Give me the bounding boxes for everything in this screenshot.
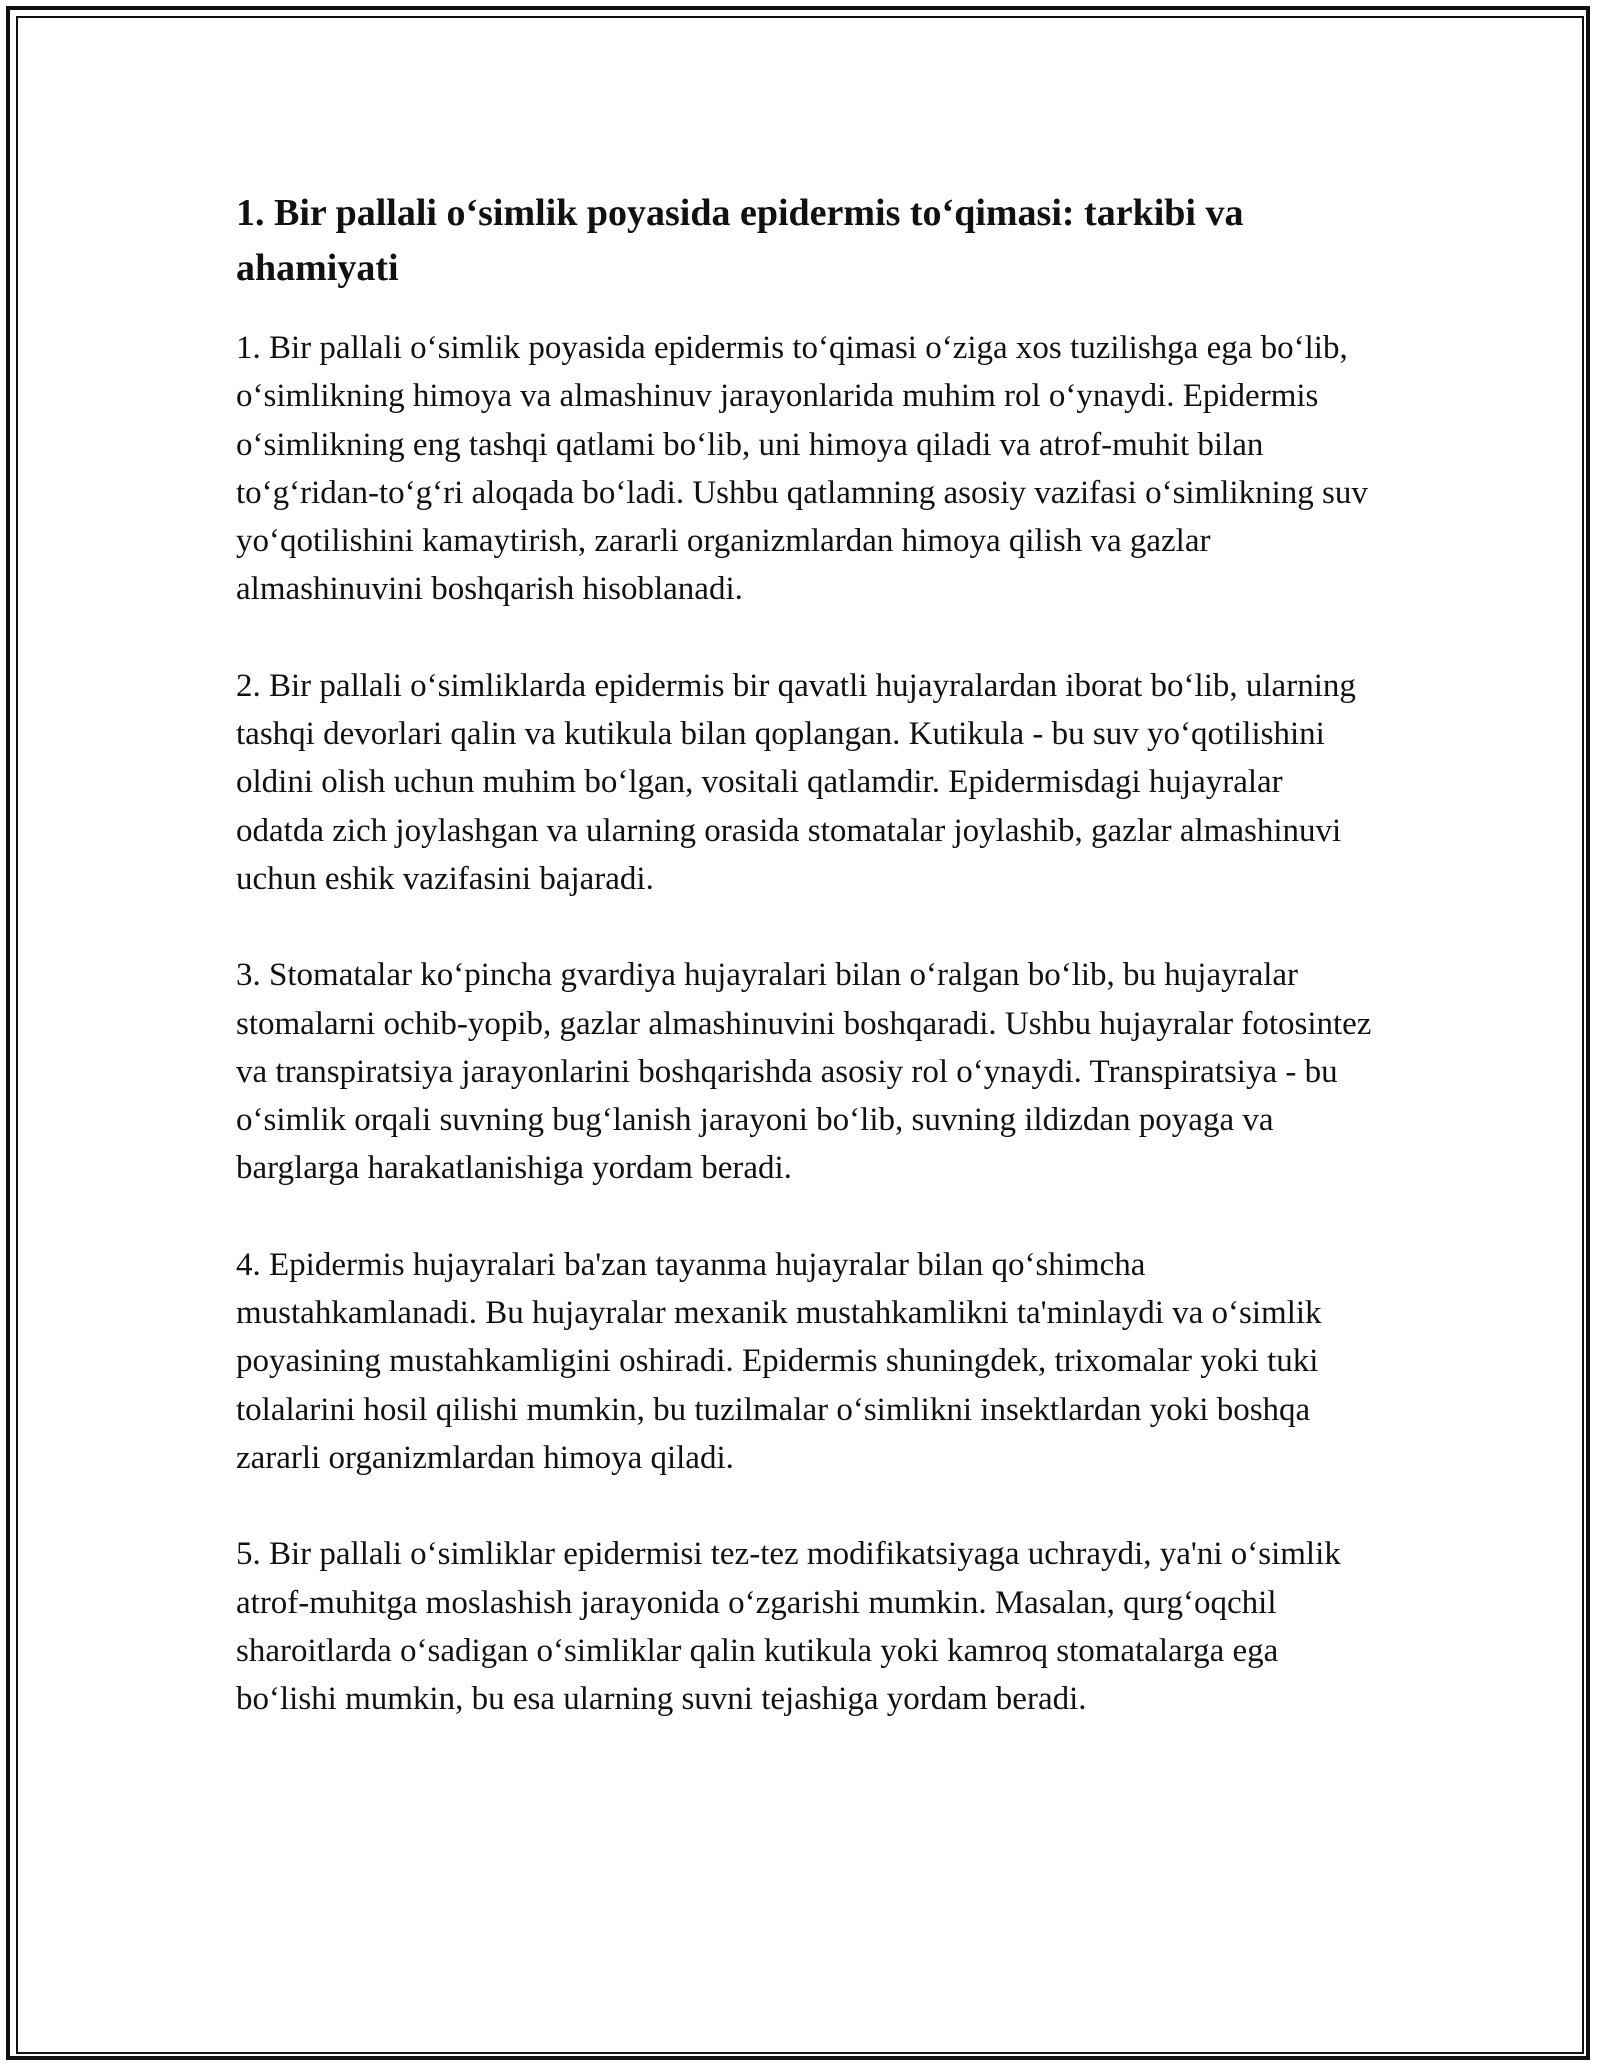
document-title: 1. Bir pallali o‘simlik poyasida epidermis to‘qimasi: tarkibi va ahamiyati xyxy=(236,192,1244,289)
paragraph-5: 5. Bir pallali o‘simliklar epidermisi tez-tez modifikatsiyaga uchraydi, ya'ni o‘simlik atrof-muhitga moslashish jarayonida o‘zgarishi mumkin. Masalan, qurg‘oqchil sharoitlarda o‘sadigan o‘simliklar qalin kutikula yoki kamroq stomatalarga ega bo‘lishi mumkin, bu esa ularning suvni tejashiga yordam beradi. xyxy=(236,1536,1341,1718)
paragraph-1: 1. Bir pallali o‘simlik poyasida epidermis to‘qimasi o‘ziga xos tuzilishga ega bo‘lib, o‘simlikning himoya va almashinuv jarayonlarida muhim rol o‘ynaydi. Epidermis o‘simlikning eng tashqi qatlami bo‘lib, uni himoya qiladi va atrof-muhit bilan to‘g‘ridan-to‘g‘ri aloqada bo‘ladi. Ushbu qatlamning asosiy vazifasi o‘simlikning suv yo‘qotilishini kamaytirish, zararli organizmlardan himoya qilish va gazlar almashinuvini boshqarish hisoblanadi. xyxy=(236,330,1368,608)
document-body xyxy=(236,186,1376,1771)
paragraph-3: 3. Stomatalar ko‘pincha gvardiya hujayralari bilan o‘ralgan bo‘lib, bu hujayralar stomalarni ochib-yopib, gazlar almashinuvini boshqaradi. Ushbu hujayralar fotosintez va transpiratsiya jarayonlarini boshqarishda asosiy rol o‘ynaydi. Transpiratsiya - bu o‘simlik orqali suvning bug‘lanish jarayoni bo‘lib, suvning ildizdan poyaga va barglarga harakatlanishiga yordam beradi. xyxy=(236,957,1372,1187)
paragraph-2: 2. Bir pallali o‘simliklarda epidermis bir qavatli hujayralardan iborat bo‘lib, ularning tashqi devorlari qalin va kutikula bilan qoplangan. Kutikula - bu suv yo‘qotilishini oldini olish uchun muhim bo‘lgan, vositali qatlamdir. Epidermisdagi hujayralar odatda zich joylashgan va ularning orasida stomatalar joylashib, gazlar almashinuvi uchun eshik vazifasini bajaradi. xyxy=(236,667,1356,897)
paragraph-4: 4. Epidermis hujayralari ba'zan tayanma hujayralar bilan qo‘shimcha mustahkamlanadi. Bu hujayralar mexanik mustahkamlikni ta'minlaydi va o‘simlik poyasining mustahkamligini oshiradi. Epidermis shuningdek, trixomalar yoki tuki tolalarini hosil qilishi mumkin, bu tuzilmalar o‘simlikni insektlardan yoki boshqa zararli organizmlardan himoya qiladi. xyxy=(236,1246,1322,1476)
